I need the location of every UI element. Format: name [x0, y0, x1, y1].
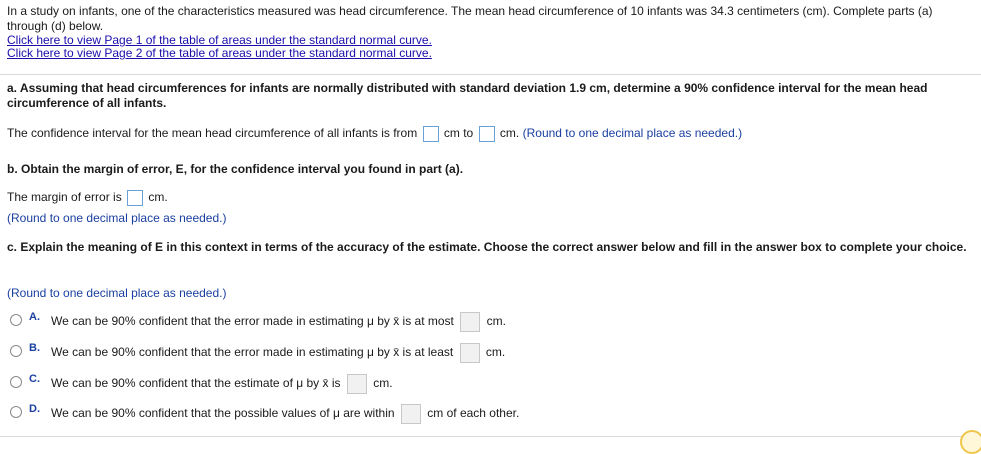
option-a-radio[interactable] — [10, 314, 22, 326]
option-b-input[interactable] — [460, 343, 480, 363]
part-a-unit-to: cm to — [443, 126, 474, 141]
option-d[interactable] — [51, 404, 519, 424]
part-a-hint: (Round to one decimal place as needed.) — [522, 126, 743, 141]
part-a-answer-row — [7, 126, 742, 142]
option-d-radio[interactable] — [10, 406, 22, 418]
ci-lower-input[interactable] — [423, 126, 439, 142]
part-b-question: b. Obtain the margin of error, E, for the confidence interval you found in part (a). — [7, 162, 464, 176]
intro-block — [7, 4, 967, 60]
divider — [0, 74, 981, 75]
option-a-input[interactable] — [460, 312, 480, 332]
table-page1-link[interactable]: Click here to view Page 1 of the table of areas under the standard normal curve. — [7, 33, 432, 47]
option-d-text: We can be 90% confident that the possible values of μ are within — [51, 406, 395, 421]
option-a[interactable] — [51, 312, 506, 332]
bottom-divider — [0, 436, 981, 437]
margin-of-error-input[interactable] — [127, 190, 143, 206]
part-a-unit-end: cm. — [499, 126, 520, 141]
option-a-unit: cm. — [486, 314, 506, 329]
part-c-question: c. Explain the meaning of E in this context in terms of the accuracy of the estimate. Choose the correct answer below and fill in the answer box to complete your choice. — [7, 240, 967, 254]
option-c-unit: cm. — [373, 376, 393, 391]
option-b[interactable] — [51, 343, 505, 363]
part-c-hint: (Round to one decimal place as needed.) — [7, 286, 227, 300]
option-c[interactable] — [51, 374, 393, 394]
option-b-letter: B. — [29, 342, 40, 354]
table-page2-link[interactable]: Click here to view Page 2 of the table of areas under the standard normal curve. — [7, 46, 432, 60]
part-b-answer-row — [7, 190, 168, 206]
option-c-text: We can be 90% confident that the estimate of μ by x̄ is — [51, 376, 341, 391]
option-a-letter: A. — [29, 311, 40, 323]
intro-text: In a study on infants, one of the characteristics measured was head circumference. The mean head circumference of 10 infants was 34.3 centimeters (cm). Complete parts (a) through (d) below. — [7, 4, 933, 33]
option-b-unit: cm. — [485, 345, 506, 360]
option-c-radio[interactable] — [10, 376, 22, 388]
help-icon[interactable] — [960, 430, 981, 454]
option-d-letter: D. — [29, 403, 40, 415]
part-a-question: a. Assuming that head circumferences for infants are normally distributed with standard deviation 1.9 cm, determine a 90% confidence interval for the mean head circumference of all infants. — [7, 81, 928, 110]
option-b-text: We can be 90% confident that the error made in estimating μ by x̄ is at least — [51, 345, 454, 360]
option-c-letter: C. — [29, 373, 40, 385]
part-b-unit: cm. — [148, 190, 168, 205]
option-d-input[interactable] — [401, 404, 421, 424]
part-a-sentence: The confidence interval for the mean head circumference of all infants is from — [7, 126, 418, 141]
ci-upper-input[interactable] — [479, 126, 495, 142]
option-b-radio[interactable] — [10, 345, 22, 357]
option-c-input[interactable] — [347, 374, 367, 394]
part-b-sentence: The margin of error is — [7, 190, 122, 205]
option-a-text: We can be 90% confident that the error made in estimating μ by x̄ is at most — [51, 314, 454, 329]
part-b-hint: (Round to one decimal place as needed.) — [7, 211, 227, 225]
option-d-unit: cm of each other. — [427, 406, 520, 421]
